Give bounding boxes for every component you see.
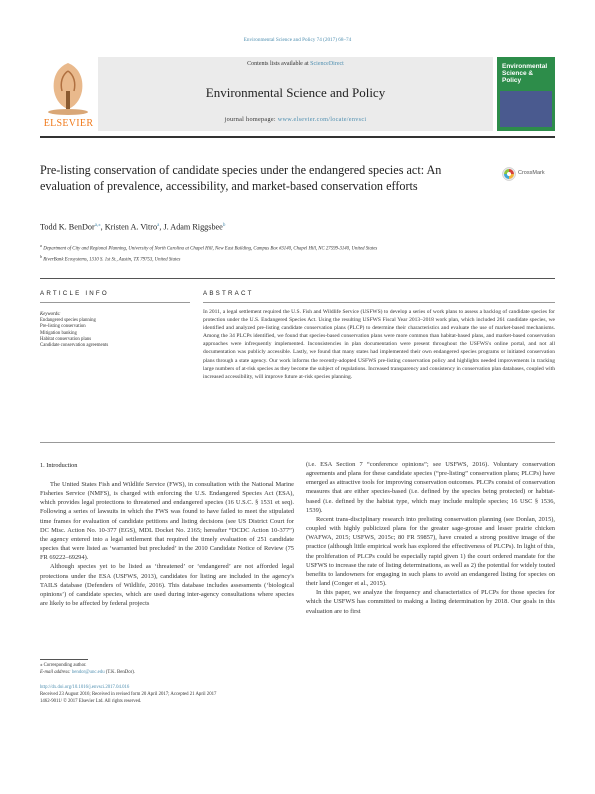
- email-suffix: (T.K. BenDor).: [104, 670, 136, 675]
- journal-citation-link[interactable]: Environmental Science and Policy 74 (2017) 68–74: [243, 37, 352, 43]
- body-paragraph: The United States Fish and Wildlife Service (FWS), in consultation with the National Marine Fisheries Service (NMFS), is charged with enforcing the U.S. Endangered Species Act (ESA), which provides legal protections to threatened and endangered species (16 U.S.C. § 1531 et seq). Following a series of lawsuits in which the FWS was found to have failed to meet the stipulated time frames for evaluation of candidate petitions and listing decisions (see US District Court for DC Misc. Action No. 10-377 (EGS), MDL Docket No. 2165; hereafter “DCDC Action 10-377”) the agency entered into a legal settlement that required the timely evaluation of 251 candidate species that were listed as ‘warranted but precluded’ in the 2010 Candidate Notice of Review (75 FR 69222–69294).: [40, 481, 294, 562]
- cover-title: Environmental Science & Policy: [502, 63, 548, 84]
- affiliation: [40, 253, 495, 264]
- affiliation-mark: b: [40, 254, 42, 260]
- footnote-rule: [40, 659, 88, 660]
- homepage-link[interactable]: www.elsevier.com/locate/envsci: [277, 116, 367, 123]
- article-info-heading: ARTICLE INFO: [40, 290, 109, 297]
- affiliation: [40, 242, 495, 253]
- contents-line: [98, 61, 493, 67]
- footnote-mark: ⁎: [40, 663, 43, 668]
- keyword: Endangered species planning: [40, 318, 96, 323]
- keyword: Habitat conservation plans: [40, 336, 92, 342]
- keyword: Pre-listing conservation: [40, 324, 86, 330]
- abstract-text: In 2011, a legal settlement required the U.S. Fish and Wildlife Service (USFWS) to develop a series of work plans to assess a backlog of candidate species for protection under the U.S. Endangered Species Act. Using the resulting USFWS Fiscal Year 2013–2018 work plan, which included 261 candidate species, we identified and analyzed pre-listing candidate conservation plans (PLCP) to determine their characteristics and evaluate the use of market-based mechanisms. Among the 34 PLCPs identified, we found that species-based conservation plans were more common than habitat-based plans, and market-based conservation approaches were infrequently implemented. Inconsistencies in plan documentation were present throughout the USFWS's online portal, and not all documentation was publicly accessible. Lastly, we found that many states had implemented their own endangered species programs or initiated conservation plans through a state agency. Our work informs the recently-adopted USFWS pre-listing conservation policy and highlights needed improvements in tracking large numbers of at-risk species as they become the subject of regulations. Increased transparency and consistency in conservation plan databases, coupled with increased accessibility, will improve future at-risk species planning.: [203, 309, 555, 380]
- email-label: E-mail address:: [40, 670, 72, 675]
- section-rule: [40, 278, 555, 279]
- keyword: Candidate conservation agreements: [40, 343, 109, 349]
- copyright-line: 1462-9011/ © 2017 Elsevier Ltd. All rights reserved.: [40, 699, 142, 705]
- footnote-email-line: [40, 669, 135, 676]
- author-name[interactable]: J. Adam Riggsbee: [163, 222, 223, 232]
- email-link[interactable]: bendor@unc.edu: [71, 670, 105, 675]
- affiliations: [40, 242, 495, 264]
- publisher-wordmark: ELSEVIER: [43, 118, 94, 129]
- author-mark[interactable]: a,⁎: [94, 223, 101, 228]
- affiliation-mark: a: [40, 243, 42, 248]
- affiliation-text: RiverBank Ecosystems, 1310 S. 1st St., Austin, TX 79753, United States: [43, 257, 181, 263]
- article-history: [40, 684, 216, 706]
- article-info-rule: [40, 302, 190, 303]
- author-mark[interactable]: a: [157, 223, 160, 228]
- sciencedirect-link[interactable]: ScienceDirect: [310, 61, 344, 67]
- body-paragraph: Although species yet to be listed as ‘threatened’ or ‘endangered’ are not afforded legal protections under the ESA (USFWS, 2013), candidates for listing are included in the agency's TAILS database (Defenders of Wildlife, 2016). This database includes assessments (‘biological opinions’) of candidate species, which are used during inter-agency consultations where species are likely to be affected by federal projects: [40, 563, 294, 608]
- cover-picture: [500, 91, 552, 127]
- header-rule: [40, 136, 555, 138]
- crossmark-label: CrossMark: [518, 170, 545, 176]
- body-paragraph: (i.e. ESA Section 7 “conference opinions”; see USFWS, 2016). Voluntary conservation agreements and plans for these candidate species (“pre-listing” conservation plans; PLCPs) have emerged as attractive tools for improving conservation outcomes. PLCPs consist of conservation measures that are either species-based (i.e. defined by the species being protected) or habitat-based (i.e. defined by the habitat type, which may include multiple species; 16 USC § 1536, 1539).: [306, 461, 555, 514]
- journal-header: [98, 57, 493, 131]
- contents-prefix: Contents lists available at: [247, 61, 311, 67]
- doi-link[interactable]: http://dx.doi.org/10.1016/j.envsci.2017.04.016: [40, 685, 130, 690]
- body-paragraph: Recent trans-disciplinary research into prelisting conservation planning (see Donlan, 2015), coupled with highly publicized plans for the greater sage-grouse and lesser prairie chicken (WAFWA, 2015; USFWS, 2015c; 80 FR 59857), have created a strong positive image of the practice (although little empirical work has explored the effectiveness of PLCPs). In light of this, the proliferation of PLCPs could be especially rapid given 1) the court ordered mandate for the USFWS to increase the rate of listing determinations, as well as 2) the potential for widely touted benefits to landowners for engaging in such plans to avoid an endangered listing for species on their land (Conger et al., 2015).: [306, 515, 555, 588]
- journal-title: Environmental Science and Policy: [205, 85, 386, 100]
- journal-cover-image: [497, 57, 555, 131]
- keyword: Mitigation banking: [40, 330, 77, 336]
- footnote-line: [40, 662, 135, 669]
- homepage-prefix: journal homepage:: [224, 116, 278, 123]
- article-title: Pre-listing conservation of candidate species under the endangered species act: An evaluation of prevalence, accessibility, and market-based conservation efforts: [40, 163, 442, 193]
- received-dates: Received 23 August 2016; Received in revised form 20 April 2017; Accepted 21 April 2017: [40, 692, 217, 698]
- body-column-right: [306, 460, 555, 616]
- footnote-label: Corresponding author.: [43, 663, 87, 668]
- author-name[interactable]: Todd K. BenDor: [40, 222, 95, 232]
- author-mark[interactable]: b: [222, 223, 226, 228]
- body-paragraph: In this paper, we analyze the frequency and characteristics of PLCPs for those species for which the USFWS has committed to making a listing determination by 2018. Our goals in this evaluation are to first: [306, 589, 555, 615]
- crossmark-icon: [502, 167, 516, 181]
- author-list: Todd K. BenDor$^{a,⁎}$, Kristen A. Vitro$^a$, J. Adam Riggsbee$^b$: [40, 222, 226, 232]
- abstract-heading: ABSTRACT: [203, 290, 254, 297]
- affiliation-text: Department of City and Regional Planning, University of North Carolina at Chapel Hill, New East Building, Campus Box #3140, Chapel Hill, NC 27599-3140, United States: [43, 246, 378, 252]
- footnote: [40, 662, 135, 676]
- crossmark-badge[interactable]: [502, 167, 552, 181]
- abstract-bottom-rule: [40, 442, 555, 443]
- keywords-list: [40, 318, 108, 349]
- abstract-rule: [203, 302, 555, 303]
- section-heading: 1. Introduction: [40, 462, 78, 469]
- homepage-line: [98, 116, 493, 123]
- body-column-left: [40, 480, 294, 608]
- keywords-heading: Keywords:: [40, 312, 61, 317]
- author-name[interactable]: Kristen A. Vitro: [104, 222, 158, 232]
